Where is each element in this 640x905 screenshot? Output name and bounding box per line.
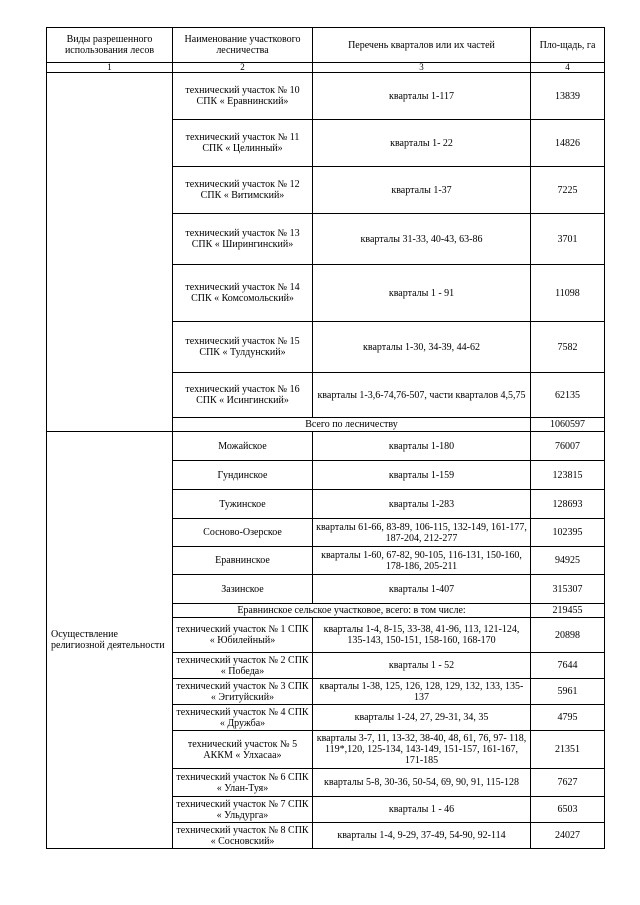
- area-value: 4795: [531, 705, 605, 731]
- area-value: 11098: [531, 265, 605, 322]
- forestry-name: технический участок № 5 АККМ « Улхасаа»: [173, 731, 313, 769]
- forest-use-table: [46, 27, 605, 849]
- total-area: 1060597: [531, 418, 605, 432]
- header-permitted-use: Виды разрешенного использования лесов: [47, 28, 173, 63]
- forestry-name: технический участок № 3 СПК « Эгитуйский»: [173, 679, 313, 705]
- area-value: 123815: [531, 461, 605, 490]
- column-number: 1: [47, 63, 173, 73]
- forestry-name: Зазинское: [173, 575, 313, 604]
- header-forestry-name: Наименование участкового лесничества: [173, 28, 313, 63]
- forestry-name: Гундинское: [173, 461, 313, 490]
- quarters-list: кварталы 3-7, 11, 13-32, 38-40, 48, 61, 76, 97- 118, 119*,120, 125-134, 143-149, 151-157, 161-167, 171-185: [313, 731, 531, 769]
- forestry-name: Можайское: [173, 432, 313, 461]
- forestry-name: технический участок № 4 СПК « Дружба»: [173, 705, 313, 731]
- quarters-list: кварталы 1-38, 125, 126, 128, 129, 132, 133, 135-137: [313, 679, 531, 705]
- forestry-name: технический участок № 13 СПК « Ширингинский»: [173, 214, 313, 265]
- quarters-list: кварталы 1-117: [313, 73, 531, 120]
- quarters-list: кварталы 1 - 52: [313, 653, 531, 679]
- quarters-list: кварталы 1-283: [313, 490, 531, 519]
- header-area: Пло-щадь, га: [531, 28, 605, 63]
- area-value: 21351: [531, 731, 605, 769]
- quarters-list: кварталы 1-37: [313, 167, 531, 214]
- forestry-name: технический участок № 8 СПК « Сосновский»: [173, 823, 313, 849]
- area-value: 62135: [531, 373, 605, 418]
- area-value: 5961: [531, 679, 605, 705]
- quarters-list: кварталы 1-30, 34-39, 44-62: [313, 322, 531, 373]
- area-value: 76007: [531, 432, 605, 461]
- column-number: 2: [173, 63, 313, 73]
- quarters-list: кварталы 1-159: [313, 461, 531, 490]
- area-value: 102395: [531, 519, 605, 547]
- quarters-list: кварталы 1-180: [313, 432, 531, 461]
- area-value: 20898: [531, 618, 605, 653]
- forestry-name: Еравнинское: [173, 547, 313, 575]
- area-value: 7225: [531, 167, 605, 214]
- forestry-name: технический участок № 6 СПК « Улан-Туя»: [173, 769, 313, 797]
- religious-activity-cell: Осуществление религиозной деятельности: [47, 432, 173, 849]
- quarters-list: кварталы 61-66, 83-89, 106-115, 132-149, 161-177, 187-204, 212-277: [313, 519, 531, 547]
- forestry-name: технический участок № 10 СПК « Еравнинский»: [173, 73, 313, 120]
- quarters-list: кварталы 1-24, 27, 29-31, 34, 35: [313, 705, 531, 731]
- header-quarters-list: Перечень кварталов или их частей: [313, 28, 531, 63]
- area-value: 7644: [531, 653, 605, 679]
- forestry-name: технический участок № 11 СПК « Целинный»: [173, 120, 313, 167]
- area-value: 7627: [531, 769, 605, 797]
- area-value: 24027: [531, 823, 605, 849]
- quarters-list: кварталы 1 - 91: [313, 265, 531, 322]
- area-value: 128693: [531, 490, 605, 519]
- table-row: [47, 73, 605, 120]
- quarters-list: кварталы 1 - 46: [313, 797, 531, 823]
- header-row: [47, 28, 605, 63]
- forestry-name: технический участок № 2 СПК « Победа»: [173, 653, 313, 679]
- quarters-list: кварталы 5-8, 30-36, 50-54, 69, 90, 91, 115-128: [313, 769, 531, 797]
- quarters-list: кварталы 31-33, 40-43, 63-86: [313, 214, 531, 265]
- forestry-name: технический участок № 14 СПК « Комсомольский»: [173, 265, 313, 322]
- quarters-list: кварталы 1-4, 8-15, 33-38, 41-96, 113, 121-124, 135-143, 150-151, 158-160, 168-170: [313, 618, 531, 653]
- area-value: 315307: [531, 575, 605, 604]
- column-number-row: [47, 63, 605, 73]
- total-label: Всего по лесничеству: [173, 418, 531, 432]
- forestry-name: технический участок № 7 СПК « Ульдурга»: [173, 797, 313, 823]
- forestry-name: технический участок № 16 СПК « Исингинский»: [173, 373, 313, 418]
- forestry-name: технический участок № 15 СПК « Тулдунский»: [173, 322, 313, 373]
- quarters-list: кварталы 1-4, 9-29, 37-49, 54-90, 92-114: [313, 823, 531, 849]
- quarters-list: кварталы 1- 22: [313, 120, 531, 167]
- area-value: 94925: [531, 547, 605, 575]
- forestry-name: Сосново-Озерское: [173, 519, 313, 547]
- area-value: 14826: [531, 120, 605, 167]
- forestry-name: технический участок № 12 СПК « Витимский»: [173, 167, 313, 214]
- column-number: 3: [313, 63, 531, 73]
- area-value: 6503: [531, 797, 605, 823]
- forestry-name: Тужинское: [173, 490, 313, 519]
- quarters-list: кварталы 1-407: [313, 575, 531, 604]
- column-number: 4: [531, 63, 605, 73]
- area-value: 13839: [531, 73, 605, 120]
- subtotal-area: 219455: [531, 604, 605, 618]
- quarters-list: кварталы 1-60, 67-82, 90-105, 116-131, 150-160, 178-186, 205-211: [313, 547, 531, 575]
- permitted-use-cell: [47, 73, 173, 432]
- quarters-list: кварталы 1-3,6-74,76-507, части кварталов 4,5,75: [313, 373, 531, 418]
- area-value: 3701: [531, 214, 605, 265]
- forestry-name: технический участок № 1 СПК « Юбилейный»: [173, 618, 313, 653]
- area-value: 7582: [531, 322, 605, 373]
- subtotal-label: Еравнинское сельское участковое, всего: в том числе:: [173, 604, 531, 618]
- table-row: [47, 432, 605, 461]
